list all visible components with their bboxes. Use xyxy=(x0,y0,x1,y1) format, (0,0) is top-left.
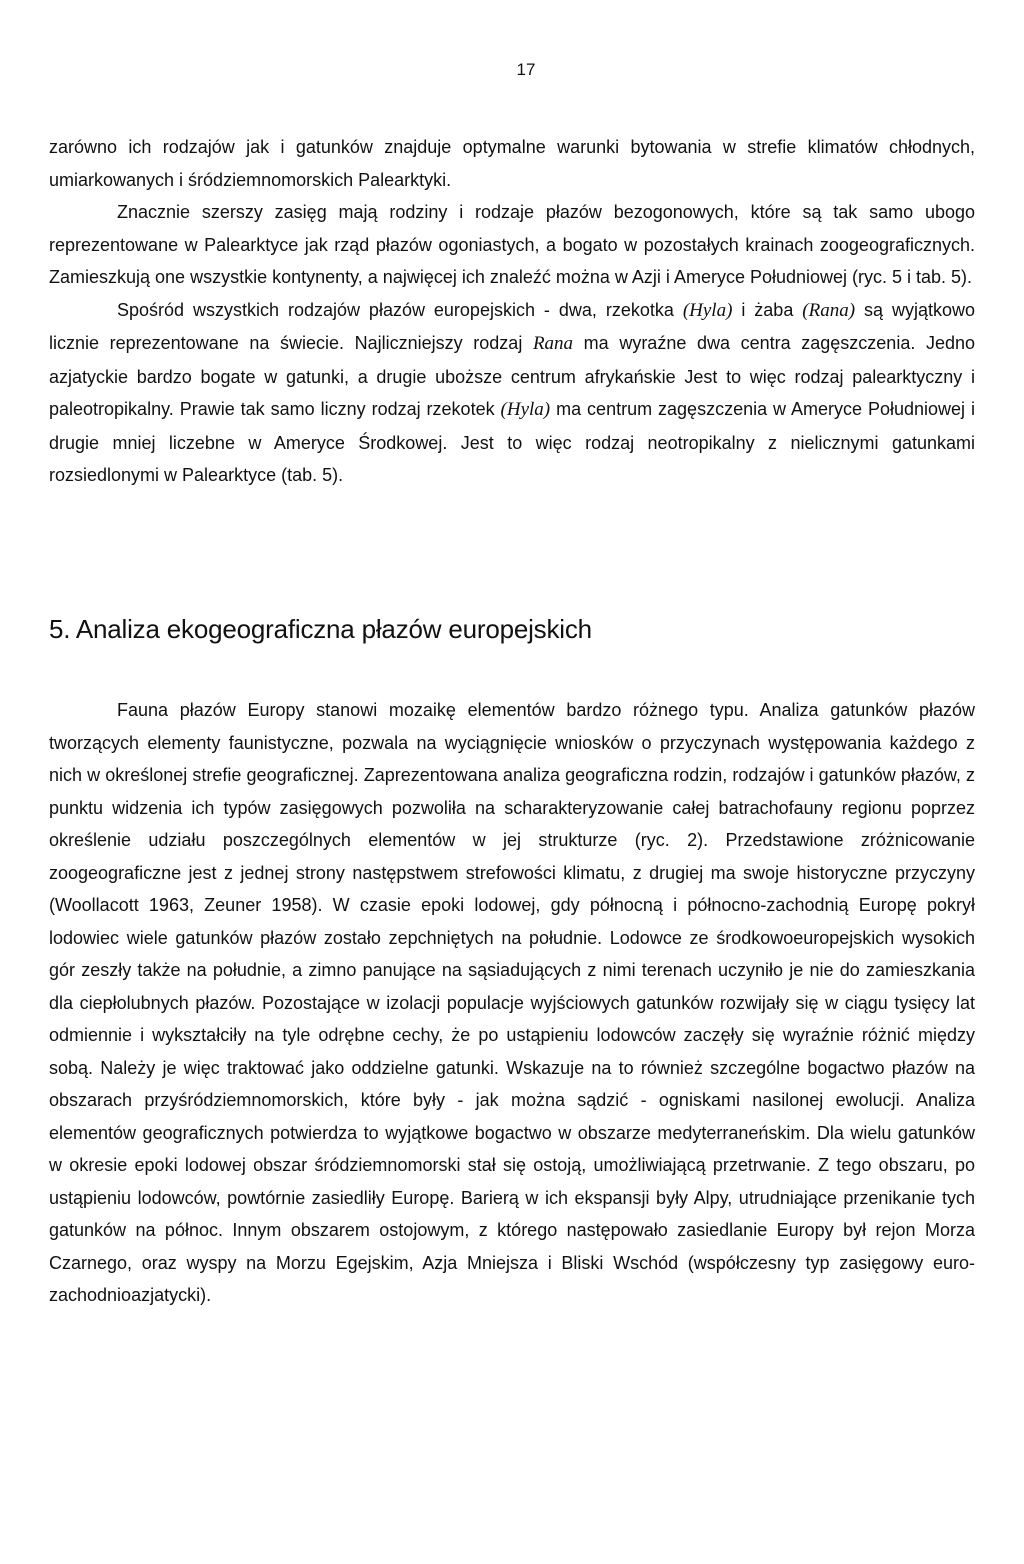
paragraph-continuation: zarówno ich rodzajów jak i gatunków znajduje optymalne warunki bytowania w strefie klimatów chłodnych, umiarkowanych i śródziemnomorskich Palearktyki. xyxy=(49,137,975,190)
text-run: Spośród wszystkich rodzajów płazów europejskich - dwa, rzekotka xyxy=(117,299,683,320)
paragraph-hyla-rana xyxy=(49,294,975,492)
page-number: 17 xyxy=(516,60,536,79)
text-run: są wyjątkowo licznie reprezentowane na świecie. Najliczniejszy rodzaj xyxy=(49,299,975,353)
section-heading: 5. Analiza ekogeograficzna płazów europejskich xyxy=(49,614,592,644)
text-run: i żaba xyxy=(732,299,803,320)
text-run: ma wyraźne dwa centra zagęszczenia. Jedno azjatyckie bardzo bogate w gatunki, a drugie uboższe centrum afrykańskie Jest to więc rodzaj palearktyczny i paleotropikalny. Prawie tak samo liczny rodzaj rzekotek xyxy=(49,333,975,419)
intro-text xyxy=(49,131,975,492)
genus-name-hyla: (Hyla) xyxy=(682,299,733,321)
paragraph-anura-range: Znacznie szerszy zasięg mają rodziny i rodzaje płazów bezogonowych, które są tak samo ubogo reprezentowane w Palearktyce jak rząd płazów ogoniastych, a bogato w pozostałych krainach zoogeograficznych. Zamieszkują one wszystkie kontynenty, a najwięcej ich znaleźć można w Azji i Ameryce Południowej (ryc. 5 i tab. 5). xyxy=(49,202,975,287)
genus-name-rana: Rana xyxy=(532,333,574,354)
genus-name-hyla: (Hyla) xyxy=(500,399,551,420)
section-text xyxy=(49,694,975,1312)
text-run: ma centrum zagęszczenia w Ameryce Południowej i drugie mniej liczebne w Ameryce Środkowej. Jest to więc rodzaj neotropikalny z nielicznymi gatunkami rozsiedlonymi w Palearktyce (tab. 5). xyxy=(49,399,976,485)
section-paragraph: Fauna płazów Europy stanowi mozaikę elementów bardzo różnego typu. Analiza gatunków płazów tworzących elementy faunistyczne, pozwala na wyciągnięcie wniosków o przyczynach występowania każdego z nich w określonej strefie geograficznej. Zaprezentowana analiza geograficzna rodzin, rodzajów i gatunków płazów, z punktu widzenia ich typów zasięgowych pozwoliła na scharakteryzowanie całej batrachofauny regionu poprzez określenie udziału poszczególnych elementów w jej strukturze (ryc. 2). Przedstawione zróżnicowanie zoogeograficzne jest z jednej strony następstwem strefowości klimatu, z drugiej ma swoje historyczne przyczyny (Woollacott 1963, Zeuner 1958). W czasie epoki lodowej, gdy północną i północno-zachodnią Europę pokrył lodowiec wiele gatunków płazów zostało zepchniętych na południe. Lodowce ze środkowoeuropejskich wysokich gór zeszły także na południe, a zimno panujące na sąsiadujących z nimi terenach uczyniło je nie do zamieszkania dla ciepłolubnych płazów. Pozostające w izolacji populacje wyjściowych gatunków rozwijały się w ciągu tysięcy lat odmiennie i wykształciły na tyle odrębne cechy, że po ustąpieniu lodowców zaczęły się wyraźnie różnić między sobą. Należy je więc traktować jako oddzielne gatunki. Wskazuje na to również szczególne bogactwo płazów na obszarach przyśródziemnomorskich, które były - jak można sądzić - ogniskami nasilonej ewolucji. Analiza elementów geograficznych potwierdza to wyjątkowe bogactwo w obszarze medyterraneńskim. Dla wielu gatunków w okresie epoki lodowej obszar śródziemnomorski stał się ostoją, umożliwiającą przetrwanie. Z tego obszaru, po ustąpieniu lodowców, powtórnie zasiedliły Europę. Barierą w ich ekspansji były Alpy, utrudniające przenikanie tych gatunków na północ. Innym obszarem ostojowym, z którego następowało zasiedlanie Europy był rejon Morza Czarnego, oraz wyspy na Morzu Egejskim, Azja Mniejsza i Bliski Wschód (współczesny typ zasięgowy euro-zachodnioazjatycki). xyxy=(49,700,975,1305)
genus-name-rana: (Rana) xyxy=(802,299,856,321)
